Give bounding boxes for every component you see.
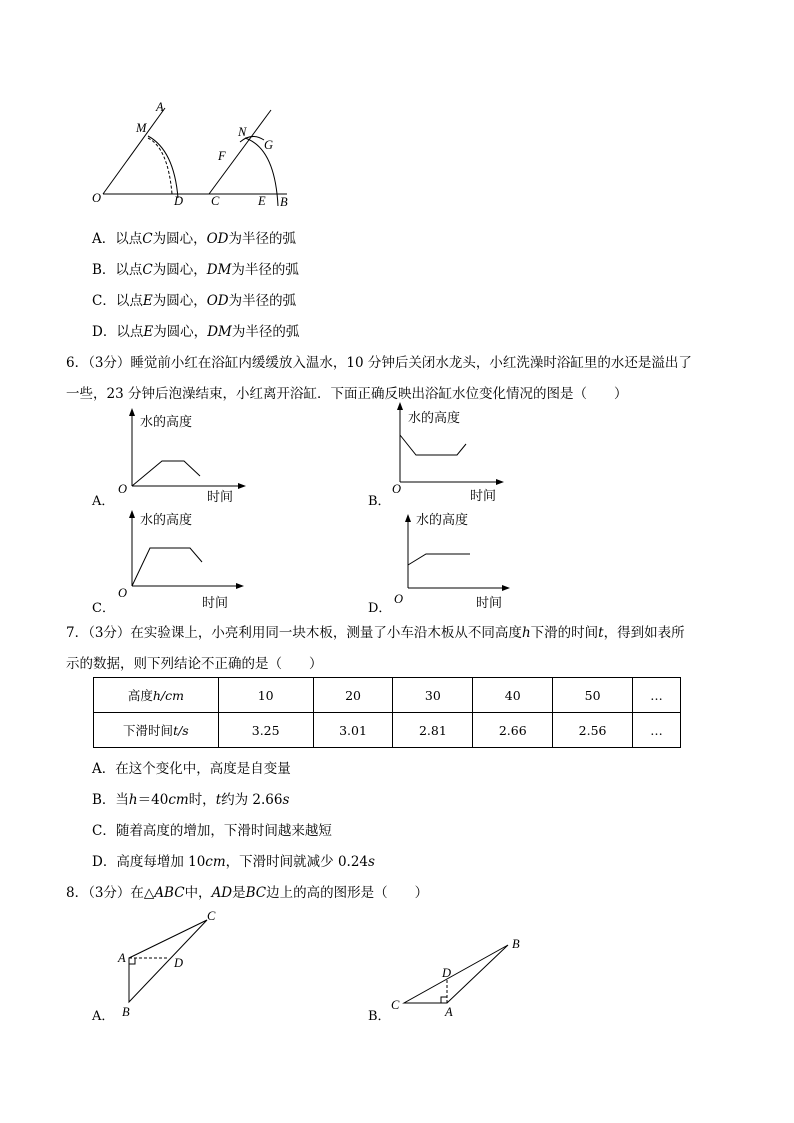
q5-option-b: B．以点C为圆心，DM为半径的弧: [92, 262, 299, 278]
table-cell: 2.56: [553, 713, 633, 748]
label-O: O: [92, 191, 102, 205]
q8-b-label-C: C: [391, 998, 400, 1012]
q6-graph-a: [112, 408, 247, 503]
q5-option-c: C．以点E为圆心，OD为半径的弧: [92, 293, 297, 309]
q6-stem-line2: 一些，23 分钟后泡澡结束，小红离开浴缸．下面正确反映出浴缸水位变化情况的图是（ ）: [66, 386, 628, 402]
q6-graph-d: [388, 508, 513, 613]
q6-option-b-letter: B．: [368, 494, 391, 509]
q8-a-label-D: D: [174, 956, 184, 970]
q6-option-d-letter: D．: [368, 601, 392, 616]
q6-b-origin: O: [392, 482, 402, 496]
q6-c-y-axis-label: 水的高度: [140, 513, 193, 528]
q6-a-origin: O: [118, 482, 128, 496]
table-cell: 40: [473, 678, 553, 713]
q6-d-x-axis-label: 时间: [476, 596, 503, 611]
q7-data-table: [93, 677, 681, 748]
table-cell: 30: [393, 678, 473, 713]
q7-stem-line2: 示的数据，则下列结论不正确的是（ ）: [66, 656, 323, 672]
q6-c-x-axis-label: 时间: [202, 596, 229, 611]
q8-option-b-letter: B．: [368, 1009, 391, 1024]
q8-stem: 8．（3分）在△ABC中，AD是BC边上的高的图形是（ ）: [66, 885, 429, 901]
q8-a-label-B: B: [122, 1005, 130, 1019]
table-cell: 3.25: [218, 713, 313, 748]
row-label-time: 下滑时间t/s: [94, 713, 219, 748]
label-M: M: [136, 121, 147, 135]
q6-graph-b: [380, 400, 505, 505]
q8-option-a-letter: A．: [92, 1009, 115, 1024]
label-E: E: [258, 194, 266, 208]
q6-b-y-axis-label: 水的高度: [408, 411, 461, 426]
q7-option-a: A．在这个变化中，高度是自变量: [92, 761, 291, 777]
q6-option-c-letter: C．: [92, 601, 115, 616]
q8-b-label-D: D: [442, 966, 452, 980]
table-cell: 3.01: [313, 713, 393, 748]
label-A: A: [156, 100, 164, 114]
table-cell: 10: [218, 678, 313, 713]
table-cell: 20: [313, 678, 393, 713]
q7-stem-line1: 7．（3分）在实验课上，小亮利用同一块木板，测量了小车沿木板从不同高度h下滑的时间t，得到如表所: [66, 625, 685, 641]
table-cell: 2.66: [473, 713, 553, 748]
label-F: F: [218, 149, 226, 163]
label-B: B: [280, 195, 288, 209]
q6-c-origin: O: [118, 586, 128, 600]
q6-b-x-axis-label: 时间: [470, 489, 497, 504]
q8-triangle-a: [112, 905, 222, 1020]
q6-d-y-axis-label: 水的高度: [416, 513, 469, 528]
q8-b-label-A: A: [445, 1005, 453, 1019]
table-cell: 2.81: [393, 713, 473, 748]
q6-option-a-letter: A．: [92, 494, 115, 509]
label-C: C: [211, 194, 220, 208]
q8-a-label-A: A: [118, 951, 126, 965]
table-cell: …: [633, 678, 681, 713]
q7-option-c: C．随着高度的增加，下滑时间越来越短: [92, 823, 332, 839]
q6-a-x-axis-label: 时间: [207, 490, 234, 503]
table-row-time: [94, 713, 681, 748]
label-G: G: [264, 138, 274, 152]
table-cell: 50: [553, 678, 633, 713]
q7-option-b: B．当h＝40cm时，t约为 2.66s: [92, 792, 290, 808]
row-label-height: 高度h/cm: [94, 678, 219, 713]
q6-graph-c: [112, 508, 247, 613]
label-D: D: [174, 194, 184, 208]
q8-b-label-B: B: [512, 937, 520, 951]
q7-option-d: D．高度每增加 10cm，下滑时间就减少 0.24s: [92, 854, 375, 870]
label-N: N: [238, 125, 247, 139]
q5-option-d: D．以点E为圆心，DM为半径的弧: [92, 324, 300, 340]
q6-a-y-axis-label: 水的高度: [140, 415, 193, 430]
q6-stem-line1: 6．（3分）睡觉前小红在浴缸内缓缓放入温水，10 分钟后关闭水龙头，小红洗澡时浴缸里的水还是溢出了: [66, 355, 692, 371]
table-cell: …: [633, 713, 681, 748]
q6-d-origin: O: [394, 592, 404, 606]
table-row-height: [94, 678, 681, 713]
q5-construction-figure: [90, 98, 300, 213]
q5-option-a: A．以点C为圆心，OD为半径的弧: [92, 231, 296, 247]
q8-triangle-b: [388, 932, 528, 1022]
q8-a-label-C: C: [207, 909, 216, 923]
